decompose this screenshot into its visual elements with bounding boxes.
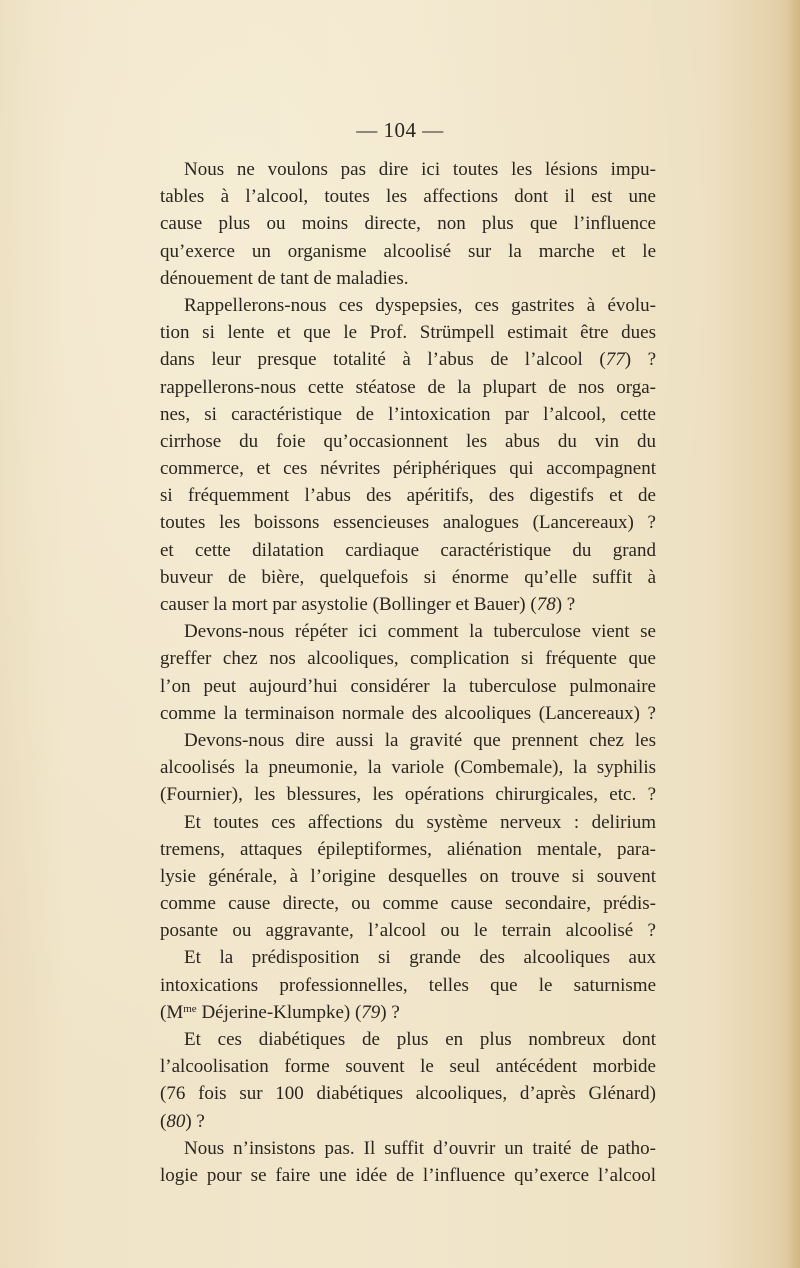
text-line xyxy=(160,809,656,836)
text-line xyxy=(160,890,656,917)
paragraph-5 xyxy=(160,809,656,945)
reference-number: 78 xyxy=(536,594,556,615)
text-line xyxy=(160,863,656,890)
text-line xyxy=(160,210,656,237)
text-line xyxy=(160,482,656,509)
text-line xyxy=(160,645,656,672)
text-run: toutes les boissons essencieuses analogues (Lancereaux) ? xyxy=(160,512,656,534)
paragraph-7 xyxy=(160,1026,656,1135)
text-run: l’on peut aujourd’hui considérer la tuberculose pulmonaire xyxy=(160,675,656,697)
text-line xyxy=(160,564,656,591)
text-line xyxy=(160,1026,656,1053)
text-line xyxy=(160,319,656,346)
text-run: comme cause directe, ou comme cause secondaire, prédis- xyxy=(160,893,656,915)
text-run: lysie générale, à l’origine desquelles on trouve si souvent xyxy=(160,865,656,887)
text-line xyxy=(160,944,656,971)
text-run: comme la terminaison normale des alcooliques (Lancereaux) ? xyxy=(160,702,656,724)
paragraph-8 xyxy=(160,1135,656,1189)
text-run: et cette dilatation cardiaque caractéristique du grand xyxy=(160,539,656,561)
text-run: logie pour se faire une idée de l’influence qu’exerce l’alcool xyxy=(160,1164,656,1186)
text-run: intoxications professionnelles, telles que le saturnisme xyxy=(160,974,656,996)
text-run: causer la mort par asystolie (Bollinger et Bauer) ( xyxy=(160,594,537,615)
text-line xyxy=(160,754,656,781)
text-line xyxy=(160,346,656,373)
paragraph-3 xyxy=(160,618,656,727)
text-run: nes, si caractéristique de l’intoxication par l’alcool, cette xyxy=(160,403,656,425)
text-line xyxy=(160,972,656,999)
text-run: Nous ne voulons pas dire ici toutes les lésions impu- xyxy=(184,159,656,180)
text-line xyxy=(160,673,656,700)
text-run: qu’exerce un organisme alcoolisé sur la marche et le xyxy=(160,240,656,262)
text-run: (Fournier), les blessures, les opérations chirurgicales, etc. ? xyxy=(160,784,656,806)
text-line xyxy=(160,1053,656,1080)
text-line xyxy=(160,1080,656,1107)
text-run: buveur de bière, quelquefois si énorme qu’elle suffit à xyxy=(160,566,656,588)
text-run: ) ? xyxy=(555,594,576,615)
text-run: cause plus ou moins directe, non plus que l’influence xyxy=(160,213,656,235)
body-text xyxy=(160,156,656,1189)
text-run: tremens, attaques épileptiformes, aliénation mentale, para- xyxy=(160,838,656,860)
text-line xyxy=(160,999,656,1026)
text-run: Et la prédisposition si grande des alcooliques aux xyxy=(184,947,656,969)
text-line xyxy=(160,700,656,727)
text-run: commerce, et ces névrites périphériques qui accompagnent xyxy=(160,458,656,480)
text-line xyxy=(160,917,656,944)
text-run: Et toutes ces affections du système nerveux : delirium xyxy=(184,811,656,833)
text-run: si fréquemment l’abus des apéritifs, des digestifs et de xyxy=(160,485,656,507)
text-line xyxy=(160,183,656,210)
text-line xyxy=(160,428,656,455)
text-run: posante ou aggravante, l’alcool ou le terrain alcoolisé ? xyxy=(160,920,656,942)
text-run: ) ? xyxy=(185,1110,205,1132)
text-run: alcoolisés la pneumonie, la variole (Combemale), la syphilis xyxy=(160,757,656,779)
paragraph-6 xyxy=(160,944,656,1026)
text-line xyxy=(160,509,656,536)
text-line xyxy=(160,591,656,618)
text-line xyxy=(160,374,656,401)
text-run: Et ces diabétiques de plus en plus nombreux dont xyxy=(184,1029,656,1050)
text-run: ) ? xyxy=(380,1001,400,1023)
text-run: Devons-nous dire aussi la gravité que prennent chez les xyxy=(184,729,656,751)
text-line xyxy=(160,238,656,265)
text-run: Rappellerons-nous ces dyspepsies, ces gastrites à évolu- xyxy=(184,294,656,316)
text-line xyxy=(160,618,656,645)
page-edge-shadow xyxy=(786,0,800,1268)
text-run: dénouement de tant de maladies. xyxy=(160,267,409,289)
text-run: Nous n’insistons pas. Il suffit d’ouvrir un traité de patho- xyxy=(184,1137,656,1159)
paragraph-2 xyxy=(160,292,656,618)
text-line xyxy=(160,1135,656,1162)
text-run: dans leur presque totalité à l’abus de l’alcool ( xyxy=(160,349,606,371)
text-run: cirrhose du foie qu’occasionnent les abus du vin du xyxy=(160,430,656,452)
text-run: (M xyxy=(160,1001,184,1023)
text-line xyxy=(160,1162,656,1189)
text-run: tables à l’alcool, toutes les affections dont il est une xyxy=(160,186,656,208)
text-line xyxy=(160,836,656,863)
reference-number: 79 xyxy=(361,1001,381,1023)
text-line xyxy=(160,292,656,319)
text-line xyxy=(160,265,656,292)
text-run: Déjerine-Klumpke) ( xyxy=(196,1001,362,1023)
paragraph-4 xyxy=(160,727,656,809)
text-run: ) ? xyxy=(624,349,657,371)
text-run: l’alcoolisation forme souvent le seul antécédent morbide xyxy=(160,1056,656,1078)
superscript: me xyxy=(183,1002,197,1015)
text-run: tion si lente et que le Prof. Strümpell estimait être dues xyxy=(160,322,656,344)
page-number: — 104 — xyxy=(356,118,444,142)
text-line xyxy=(160,455,656,482)
text-line xyxy=(160,1108,656,1135)
text-run: (76 fois sur 100 diabétiques alcooliques, d’après Glénard) xyxy=(160,1083,656,1105)
reference-number: 80 xyxy=(166,1110,186,1132)
text-line xyxy=(160,781,656,808)
text-line xyxy=(160,156,656,183)
text-line xyxy=(160,537,656,564)
text-run: greffer chez nos alcooliques, complication si fréquente que xyxy=(160,648,656,670)
text-run: rappellerons-nous cette stéatose de la plupart de nos orga- xyxy=(160,376,656,398)
text-run: ( xyxy=(160,1110,167,1132)
paragraph-1 xyxy=(160,156,656,292)
text-run: Devons-nous répéter ici comment la tuberculose vient se xyxy=(184,621,656,643)
reference-number: 77 xyxy=(605,349,625,371)
text-line xyxy=(160,401,656,428)
text-line xyxy=(160,727,656,754)
